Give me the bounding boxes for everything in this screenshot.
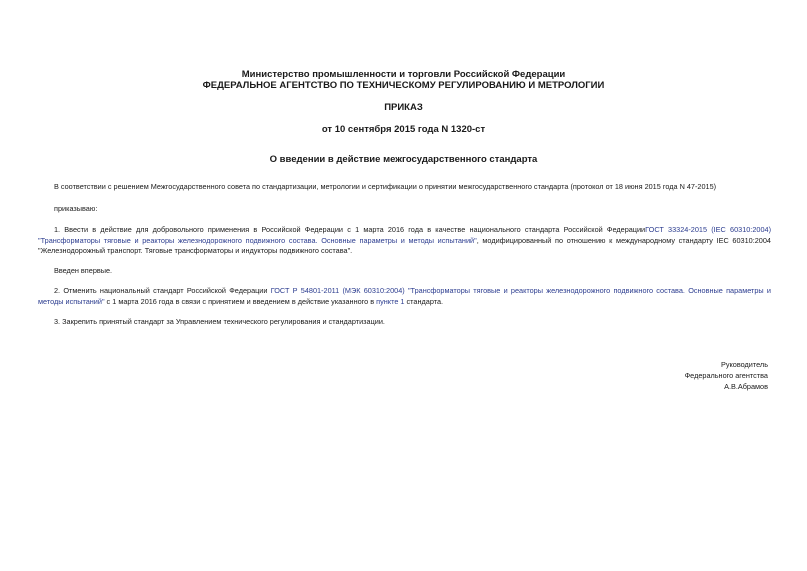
doc-type: ПРИКАЗ bbox=[384, 102, 423, 113]
doc-date-number: от 10 сентября 2015 года N 1320-ст bbox=[321, 124, 486, 135]
signature-name: А.В.Абрамов bbox=[724, 382, 768, 391]
order-word: приказываю: bbox=[54, 204, 98, 213]
item-1-paragraph bbox=[38, 225, 771, 257]
intro-paragraph: В соответствии с решением Межгосударственного совета по стандартизации, метрологии и сертификации о принятии межгосударственного стандарта (протокол от 18 июня 2015 года N 47-2015) bbox=[54, 182, 717, 191]
item-2-text-c: стандарта. bbox=[404, 296, 444, 306]
signature-title: Руководитель bbox=[720, 360, 768, 369]
item-2-paragraph bbox=[38, 286, 771, 307]
item-2-text-a: 2. Отменить национальный стандарт Российской Федерации bbox=[54, 286, 271, 295]
gost-33324-link[interactable]: ГОСТ 33324-2015 (IEC 60310:2004) "Трансформаторы тяговые и реакторы железнодорожного подвижного состава. Основные параметры и методы испытаний" bbox=[38, 225, 772, 245]
item-2-text-b: с 1 марта 2016 года в связи с принятием и введением в действие указанного в bbox=[104, 296, 377, 306]
ministry-name: Министерство промышленности и торговли Российской Федерации bbox=[241, 69, 566, 80]
agency-name: ФЕДЕРАЛЬНОЕ АГЕНТСТВО ПО ТЕХНИЧЕСКОМУ РЕГУЛИРОВАНИЮ И МЕТРОЛОГИИ bbox=[202, 80, 605, 91]
item-1-text-b: , модифицированный по отношению к международному стандарту IEC 60310:2004 "Железнодорожный транспорт. Тяговые трансформаторы и индукторы подвижного состава". bbox=[38, 235, 771, 255]
point-1-link[interactable]: пункте 1 bbox=[376, 296, 405, 306]
gost-r-54801-link[interactable]: ГОСТ Р 54801-2011 (МЭК 60310:2004) "Трансформаторы тяговые и реакторы железнодорожного подвижного состава. Основные параметры и методы испытаний" bbox=[38, 286, 771, 306]
doc-title: О введении в действие межгосударственного стандарта bbox=[269, 154, 538, 165]
item-1-text-a: 1. Ввести в действие для добровольного применения в Российской Федерации с 1 марта 2016 года в качестве национального стандарта Российской Федерации bbox=[54, 225, 646, 234]
signature-agency: Федерального агентства bbox=[684, 371, 768, 380]
item-3-paragraph: 3. Закрепить принятый стандарт за Управлением технического регулирования и стандартизации. bbox=[54, 317, 385, 326]
introduced-first-note: Введен впервые. bbox=[54, 266, 113, 275]
